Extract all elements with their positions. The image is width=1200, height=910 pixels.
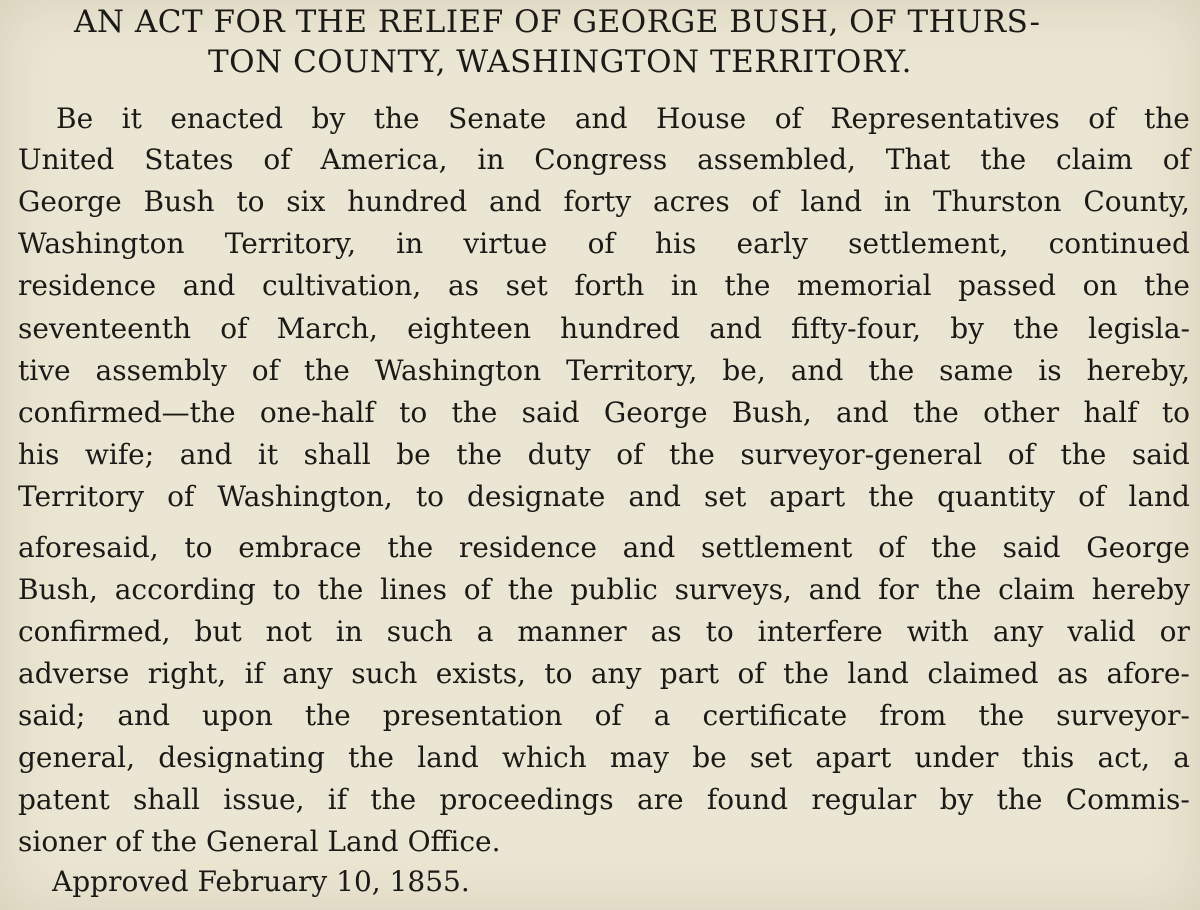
body-line: seventeenth of March, eighteen hundred and fifty-four, by the legisla- [18, 312, 1190, 345]
body-line: United States of America, in Congress assembled, That the claim of [18, 143, 1190, 176]
act-title-line-1: AN ACT FOR THE RELIEF OF GEORGE BUSH, OF THURS- [74, 4, 1041, 40]
body-line: general, designating the land which may be set apart under this act, a [18, 741, 1190, 774]
body-line: residence and cultivation, as set forth in the memorial passed on the [18, 269, 1190, 302]
body-line: Bush, according to the lines of the public surveys, and for the claim hereby [18, 573, 1190, 606]
body-line: aforesaid, to embrace the residence and settlement of the said George [18, 531, 1190, 564]
body-line: Washington Territory, in virtue of his early settlement, continued [18, 227, 1190, 260]
body-line: adverse right, if any such exists, to any part of the land claimed as afore- [18, 657, 1190, 690]
act-title-line-2: TON COUNTY, WASHINGTON TERRITORY. [208, 44, 913, 80]
body-line: George Bush to six hundred and forty acres of land in Thurston County, [18, 185, 1190, 218]
body-line: confirmed, but not in such a manner as to interfere with any valid or [18, 615, 1190, 648]
body-line: his wife; and it shall be the duty of the surveyor-general of the said [18, 438, 1190, 471]
body-line: sioner of the General Land Office. [18, 825, 501, 858]
body-line: tive assembly of the Washington Territory, be, and the same is hereby, [18, 354, 1190, 387]
approval-line: Approved February 10, 1855. [52, 865, 470, 898]
body-line: Be it enacted by the Senate and House of Representatives of the [56, 102, 1190, 135]
body-line: confirmed—the one-half to the said George Bush, and the other half to [18, 396, 1190, 429]
body-line: said; and upon the presentation of a certificate from the surveyor- [18, 699, 1190, 732]
body-line: Territory of Washington, to designate and set apart the quantity of land [18, 480, 1190, 513]
body-line: patent shall issue, if the proceedings are found regular by the Commis- [18, 783, 1190, 816]
